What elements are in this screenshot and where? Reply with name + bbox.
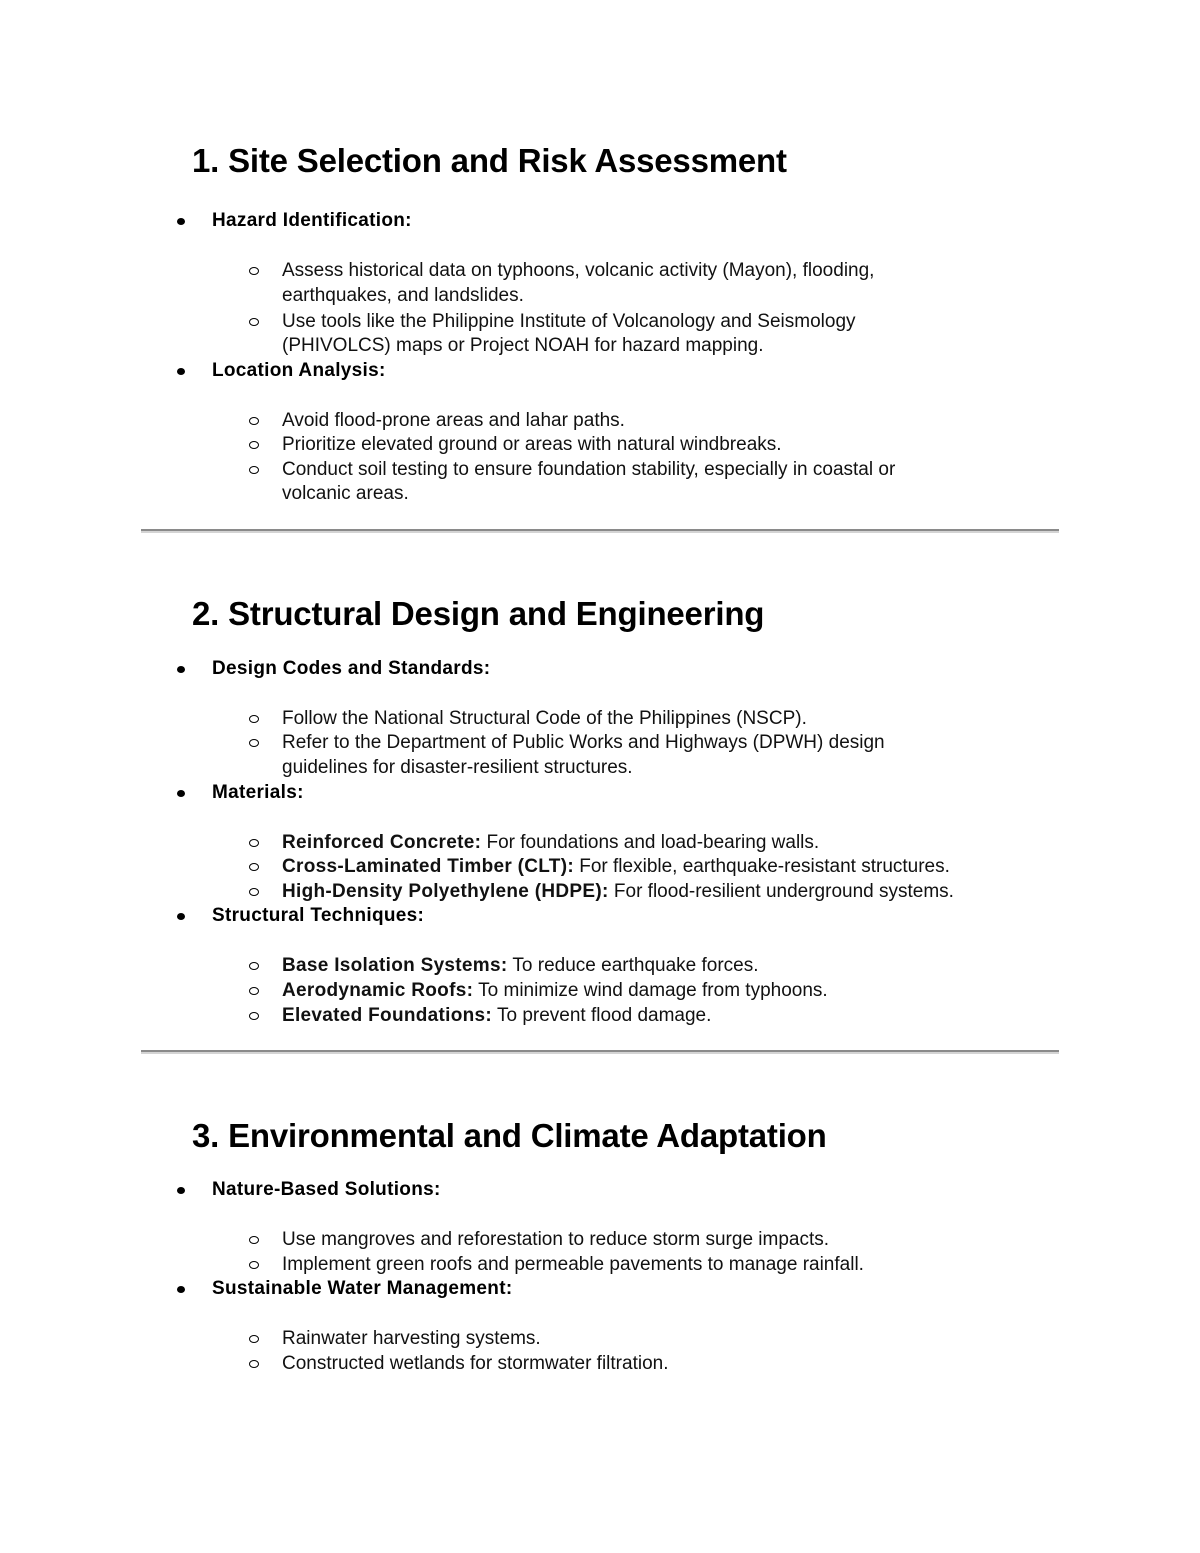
sub-bullet-item xyxy=(282,854,950,879)
hollow-bullet-icon xyxy=(249,441,259,449)
hollow-bullet-icon xyxy=(249,417,259,425)
sub-bullet-text: Refer to the Department of Public Works and Highways (DPWH) design xyxy=(282,732,885,753)
term-description: To minimize wind damage from typhoons. xyxy=(473,980,828,1001)
sub-bullet-text: Follow the National Structural Code of the Philippines (NSCP). xyxy=(282,708,807,729)
bullet-label: Structural Techniques: xyxy=(212,905,425,926)
bullet-label: Hazard Identification: xyxy=(212,210,412,231)
filled-bullet-icon xyxy=(177,1286,185,1293)
sub-bullet-text: Assess historical data on typhoons, volcanic activity (Mayon), flooding, xyxy=(282,260,875,281)
sub-bullet-item xyxy=(282,1227,829,1252)
hollow-bullet-icon xyxy=(249,1012,259,1020)
bullet-sustainable-water-management xyxy=(212,1276,512,1301)
term-label: Aerodynamic Roofs: xyxy=(282,980,474,1001)
term-description: To prevent flood damage. xyxy=(492,1005,712,1026)
hollow-bullet-icon xyxy=(249,715,259,723)
sub-bullet-item xyxy=(282,830,819,855)
term-description: For foundations and load-bearing walls. xyxy=(481,832,820,853)
hollow-bullet-icon xyxy=(249,962,259,970)
sub-bullet-text: Use mangroves and reforestation to reduce storm surge impacts. xyxy=(282,1229,830,1250)
bullet-location-analysis xyxy=(212,358,386,383)
sub-bullet-item xyxy=(282,1326,541,1351)
hollow-bullet-icon xyxy=(249,1360,259,1368)
sub-bullet-continuation: (PHIVOLCS) maps or Project NOAH for hazard mapping. xyxy=(282,335,764,356)
sub-bullet-text: Implement green roofs and permeable pavements to manage rainfall. xyxy=(282,1254,864,1275)
hollow-bullet-icon xyxy=(249,1261,259,1269)
bullet-design-codes xyxy=(212,656,490,681)
term-label: Cross-Laminated Timber (CLT): xyxy=(282,856,574,877)
bullet-label: Design Codes and Standards: xyxy=(212,658,491,679)
sub-bullet-item xyxy=(282,408,625,433)
section-2-heading: 2. Structural Design and Engineering xyxy=(192,595,765,632)
bullet-label: Nature-Based Solutions: xyxy=(212,1179,441,1200)
hollow-bullet-icon xyxy=(249,318,259,326)
hollow-bullet-icon xyxy=(249,1335,259,1343)
bullet-materials xyxy=(212,780,304,805)
horizontal-divider xyxy=(141,529,1059,533)
sub-bullet-item xyxy=(282,1351,669,1376)
sub-bullet-text: Avoid flood-prone areas and lahar paths. xyxy=(282,410,625,431)
sub-bullet-continuation: volcanic areas. xyxy=(282,483,409,504)
bullet-nature-based-solutions xyxy=(212,1177,441,1202)
hollow-bullet-icon xyxy=(249,987,259,995)
hollow-bullet-icon xyxy=(249,267,259,275)
sub-bullet-text: Prioritize elevated ground or areas with natural windbreaks. xyxy=(282,434,782,455)
sub-bullet-item xyxy=(282,1252,864,1277)
sub-bullet-item xyxy=(282,432,782,457)
sub-bullet-item xyxy=(282,258,874,283)
section-1-heading: 1. Site Selection and Risk Assessment xyxy=(192,142,787,179)
term-description: For flood-resilient underground systems. xyxy=(608,881,954,902)
hollow-bullet-icon xyxy=(249,466,259,474)
bullet-hazard-identification xyxy=(212,208,412,233)
hollow-bullet-icon xyxy=(249,888,259,896)
sub-bullet-text: Conduct soil testing to ensure foundation stability, especially in coastal or xyxy=(282,459,896,480)
sub-bullet-continuation: earthquakes, and landslides. xyxy=(282,285,524,306)
filled-bullet-icon xyxy=(177,1187,185,1194)
term-label: Elevated Foundations: xyxy=(282,1005,493,1026)
term-label: Base Isolation Systems: xyxy=(282,955,508,976)
bullet-label: Location Analysis: xyxy=(212,360,386,381)
hollow-bullet-icon xyxy=(249,863,259,871)
sub-bullet-item xyxy=(282,706,807,731)
bullet-structural-techniques xyxy=(212,903,424,928)
sub-bullet-item xyxy=(282,309,856,334)
bullet-label: Sustainable Water Management: xyxy=(212,1278,513,1299)
sub-bullet-item xyxy=(282,978,828,1003)
term-description: For flexible, earthquake-resistant structures. xyxy=(573,856,950,877)
filled-bullet-icon xyxy=(177,368,185,375)
filled-bullet-icon xyxy=(177,913,185,920)
sub-bullet-item xyxy=(282,879,954,904)
filled-bullet-icon xyxy=(177,218,185,225)
sub-bullet-item xyxy=(282,730,885,755)
hollow-bullet-icon xyxy=(249,1236,259,1244)
sub-bullet-text: Rainwater harvesting systems. xyxy=(282,1328,541,1349)
sub-bullet-text: Use tools like the Philippine Institute of Volcanology and Seismology xyxy=(282,311,856,332)
horizontal-divider xyxy=(141,1050,1059,1054)
sub-bullet-text: Constructed wetlands for stormwater filtration. xyxy=(282,1353,669,1374)
term-label: High-Density Polyethylene (HDPE): xyxy=(282,881,609,902)
term-label: Reinforced Concrete: xyxy=(282,832,482,853)
bullet-label: Materials: xyxy=(212,782,304,803)
filled-bullet-icon xyxy=(177,790,185,797)
sub-bullet-item xyxy=(282,953,759,978)
sub-bullet-continuation: guidelines for disaster-resilient structures. xyxy=(282,757,633,778)
hollow-bullet-icon xyxy=(249,839,259,847)
section-3-heading: 3. Environmental and Climate Adaptation xyxy=(192,1117,827,1154)
sub-bullet-item xyxy=(282,1003,711,1028)
filled-bullet-icon xyxy=(177,666,185,673)
term-description: To reduce earthquake forces. xyxy=(507,955,759,976)
sub-bullet-item xyxy=(282,457,895,482)
hollow-bullet-icon xyxy=(249,739,259,747)
